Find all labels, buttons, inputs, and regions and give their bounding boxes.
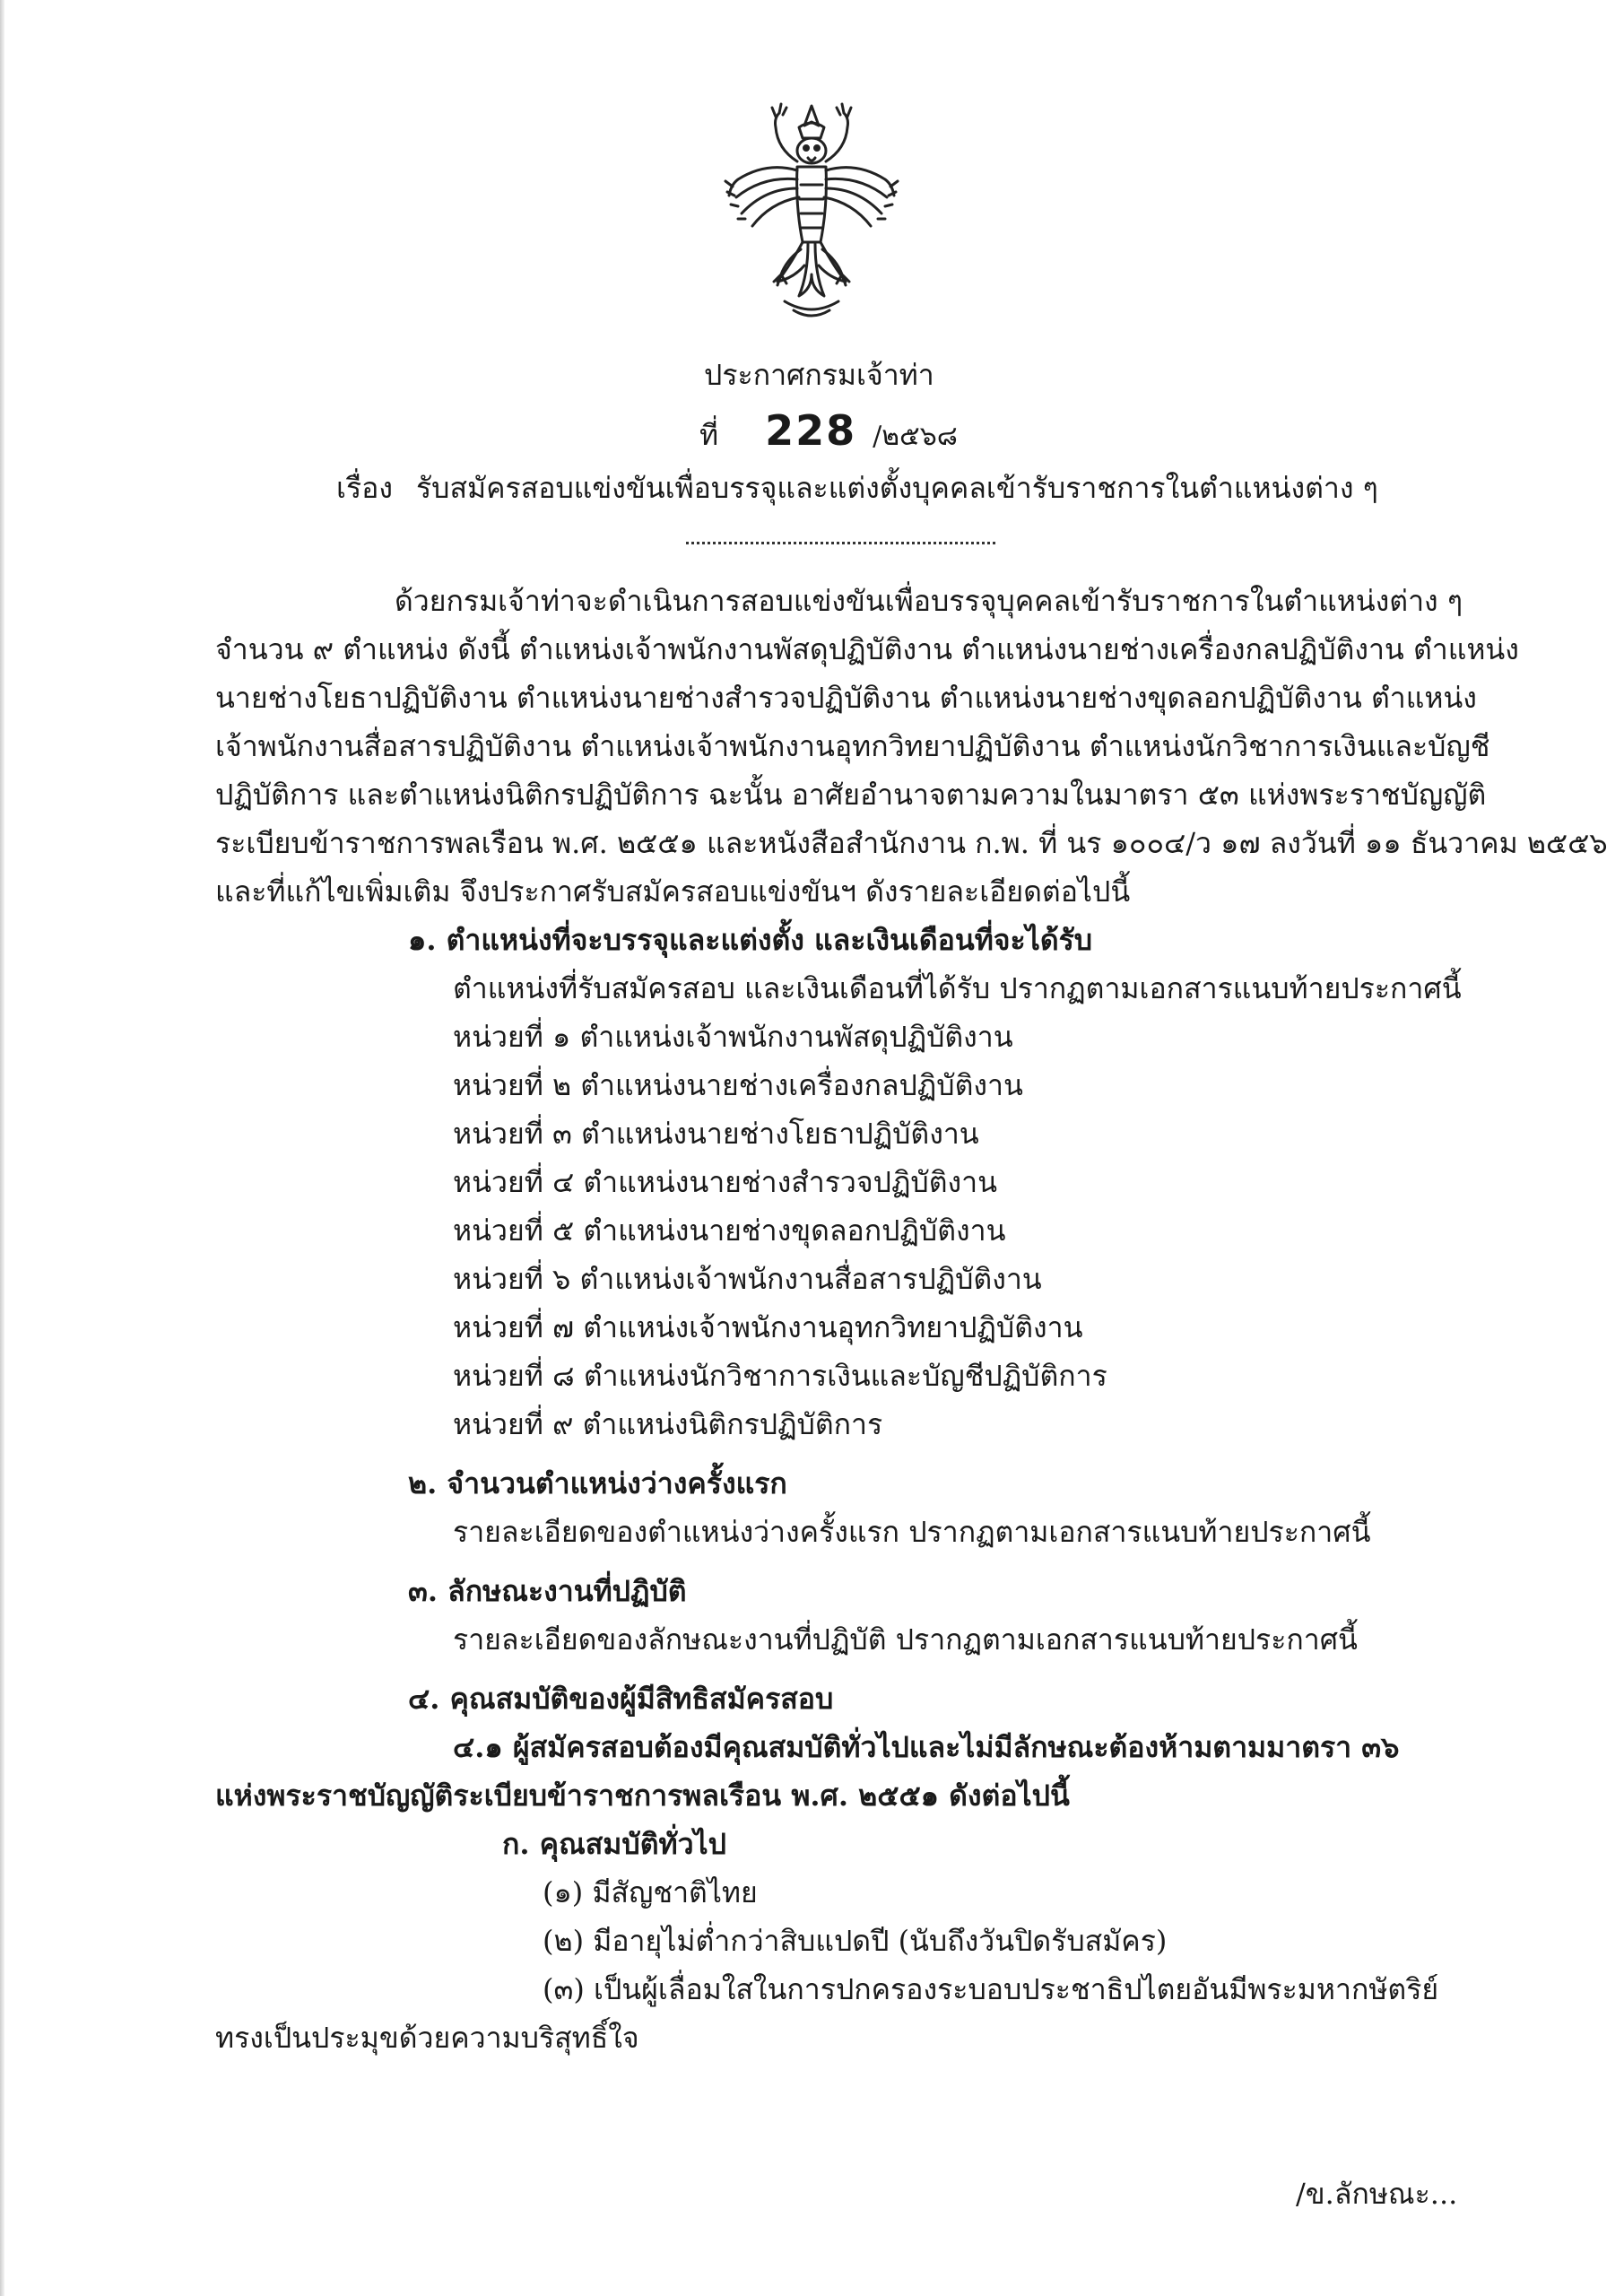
document-number — [699, 402, 958, 456]
intro-line-1: ด้วยกรมเจ้าท่าจะดำเนินการสอบแข่งขันเพื่อบรรจุบุคคลเข้ารับราชการในตำแหน่งต่าง ๆ — [395, 584, 1463, 618]
number-value: 228 — [765, 406, 857, 455]
intro-line-6: ระเบียบข้าราชการพลเรือน พ.ศ. ๒๕๕๑ และหนังสือสำนักงาน ก.พ. ที่ นร ๑๐๐๔/ว ๑๗ ลงวันที่ ๑๑ ธันวาคม ๒๕๕๖ — [215, 826, 1608, 860]
section4-1-line-2: แห่งพระราชบัญญัติระเบียบข้าราชการพลเรือน พ.ศ. ๒๕๕๑ ดังต่อไปนี้ — [215, 1779, 1070, 1813]
section2-description: รายละเอียดของตำแหน่งว่างครั้งแรก ปรากฏตามเอกสารแนบท้ายประกาศนี้ — [453, 1515, 1371, 1549]
unit-9: หน่วยที่ ๙ ตำแหน่งนิติกรปฏิบัติการ — [453, 1407, 883, 1441]
unit-3: หน่วยที่ ๓ ตำแหน่งนายช่างโยธาปฏิบัติงาน — [453, 1117, 979, 1151]
section4-1-line-1: ๔.๑ ผู้สมัครสอบต้องมีคุณสมบัติทั่วไปและไม่มีลักษณะต้องห้ามตามมาตรา ๓๖ — [453, 1730, 1400, 1764]
unit-7: หน่วยที่ ๗ ตำแหน่งเจ้าพนักงานอุทกวิทยาปฏิบัติงาน — [453, 1310, 1083, 1344]
page-continuation: /ข.ลักษณะ... — [1296, 2177, 1458, 2211]
number-prefix: ที่ — [699, 418, 719, 452]
section1-description: ตำแหน่งที่รับสมัครสอบ และเงินเดือนที่ได้รับ ปรากฏตามเอกสารแนบท้ายประกาศนี้ — [453, 971, 1462, 1005]
subject-line — [336, 468, 1378, 509]
unit-4: หน่วยที่ ๔ ตำแหน่งนายช่างสำรวจปฏิบัติงาน — [453, 1165, 997, 1199]
number-suffix: /๒๕๖๘ — [873, 421, 958, 452]
unit-8: หน่วยที่ ๘ ตำแหน่งนักวิชาการเงินและบัญชีปฏิบัติการ — [453, 1359, 1107, 1393]
subject-text: รับสมัครสอบแข่งขันเพื่อบรรจุและแต่งตั้งบุคคลเข้ารับราชการในตำแหน่งต่าง ๆ — [415, 471, 1378, 505]
header-divider — [686, 542, 995, 544]
general-qualifications-heading: ก. คุณสมบัติทั่วไป — [502, 1827, 726, 1861]
unit-1: หน่วยที่ ๑ ตำแหน่งเจ้าพนักงานพัสดุปฏิบัติงาน — [453, 1020, 1013, 1054]
scan-edge — [0, 0, 4, 2296]
section2-heading: ๒. จำนวนตำแหน่งว่างครั้งแรก — [408, 1466, 787, 1500]
intro-line-7: และที่แก้ไขเพิ่มเติม จึงประกาศรับสมัครสอบแข่งขันฯ ดังรายละเอียดต่อไปนี้ — [215, 874, 1131, 909]
unit-2: หน่วยที่ ๒ ตำแหน่งนายช่างเครื่องกลปฏิบัติงาน — [453, 1068, 1023, 1102]
section1-heading: ๑. ตำแหน่งที่จะบรรจุและแต่งตั้ง และเงินเดือนที่จะได้รับ — [408, 923, 1093, 957]
section3-heading: ๓. ลักษณะงานที่ปฏิบัติ — [408, 1574, 687, 1608]
qualification-item-1: (๑) มีสัญชาติไทย — [543, 1875, 758, 1909]
intro-line-5: ปฏิบัติการ และตำแหน่งนิติกรปฏิบัติการ ฉะนั้น อาศัยอำนาจตามความในมาตรา ๕๓ แห่งพระราชบัญญัติ — [215, 778, 1487, 812]
garuda-emblem-icon — [722, 99, 901, 323]
intro-line-4: เจ้าพนักงานสื่อสารปฏิบัติงาน ตำแหน่งเจ้าพนักงานอุทกวิทยาปฏิบัติงาน ตำแหน่งนักวิชาการเงินและบัญชี — [215, 729, 1490, 763]
document-title: ประกาศกรมเจ้าท่า — [704, 358, 934, 392]
intro-line-2: จำนวน ๙ ตำแหน่ง ดังนี้ ตำแหน่งเจ้าพนักงานพัสดุปฏิบัติงาน ตำแหน่งนายช่างเครื่องกลปฏิบัติงาน ตำแหน่ง — [215, 632, 1519, 666]
qualification-item-2: (๒) มีอายุไม่ต่ำกว่าสิบแปดปี (นับถึงวันปิดรับสมัคร) — [543, 1924, 1168, 1958]
unit-5: หน่วยที่ ๕ ตำแหน่งนายช่างขุดลอกปฏิบัติงาน — [453, 1213, 1006, 1248]
unit-6: หน่วยที่ ๖ ตำแหน่งเจ้าพนักงานสื่อสารปฏิบัติงาน — [453, 1262, 1042, 1296]
qualification-item-3: (๓) เป็นผู้เลื่อมใสในการปกครองระบอบประชาธิปไตยอันมีพระมหากษัตริย์ — [543, 1972, 1439, 2006]
section4-heading: ๔. คุณสมบัติของผู้มีสิทธิสมัครสอบ — [408, 1682, 834, 1716]
intro-line-3: นายช่างโยธาปฏิบัติงาน ตำแหน่งนายช่างสำรวจปฏิบัติงาน ตำแหน่งนายช่างขุดลอกปฏิบัติงาน ตำแหน่ง — [215, 681, 1477, 715]
subject-label: เรื่อง — [336, 471, 393, 505]
qualification-item-3-continued: ทรงเป็นประมุขด้วยความบริสุทธิ์ใจ — [215, 2021, 639, 2055]
section3-description: รายละเอียดของลักษณะงานที่ปฏิบัติ ปรากฏตามเอกสารแนบท้ายประกาศนี้ — [453, 1622, 1358, 1657]
